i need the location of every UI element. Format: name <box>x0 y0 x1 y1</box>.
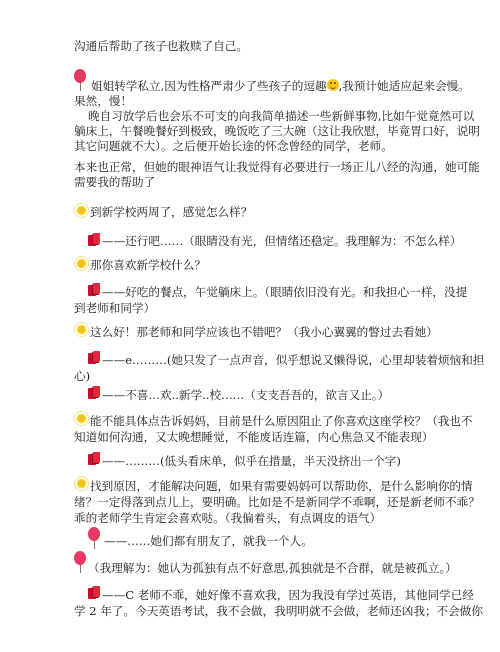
sun-icon <box>74 476 89 491</box>
book-icon <box>88 386 100 400</box>
dialogue-line: 学 2 年了。今天英语考试，我不会做，我明明就不会做，老师还凶我；不会做你 <box>74 604 483 618</box>
dialogue-line: ——………(低头看床单，似乎在措量，半天没挤出一个字) <box>102 454 401 468</box>
dialogue-line: 乖的老师学生肯定会喜欢哒。（我偏着头，有点调皮的语气） <box>74 511 382 525</box>
paragraph-line: 沟通后帮助了孩子也救赎了自己。 <box>74 39 248 53</box>
balloon-icon <box>74 69 88 91</box>
dialogue-line: 到新学校两周了，感觉怎么样？ <box>90 205 253 219</box>
dialogue-line: 到老师和同学） <box>74 301 156 315</box>
dialogue-line: ——不喜…欢..新学..校……（支支吾吾的，欲言又止。） <box>102 388 390 402</box>
dialogue-line: ——e………(她只发了一点声音，似乎想说又懒得说，心里却装着烦恼和担 <box>102 353 485 367</box>
paragraph-line: 晚自习放学后也会乐不可支的向我简单描述一些新鲜事物,比如午觉竟然可以 <box>88 109 475 123</box>
book-icon <box>88 283 100 297</box>
paragraph-line: 果然，慢！ <box>74 94 132 108</box>
paragraph-line: 需要我的帮助了 <box>74 175 156 189</box>
sun-icon <box>74 256 89 271</box>
dialogue-line: 那你喜欢新学校什么？ <box>90 258 206 272</box>
paragraph-text: ,我预计她适应起来会慢。 <box>338 79 470 93</box>
dialogue-line: 找到原因，才能解决问题，如果有需要妈妈可以帮助你，是什么影响你的情 <box>90 479 473 493</box>
book-icon <box>88 452 100 466</box>
sun-icon <box>74 203 89 218</box>
paragraph-line: 本来也正常，但她的眼神语气让我觉得有必要进行一场正儿八经的沟通，她可能 <box>74 160 480 174</box>
balloon-icon <box>88 527 102 549</box>
smiley-icon <box>327 79 339 91</box>
book-icon <box>88 351 100 365</box>
dialogue-line: 能不能具体点告诉妈妈，目前是什么原因阻止了你喜欢这座学校？（我也不 <box>90 414 473 428</box>
dialogue-line: ——好吃的餐点，午觉躺床上。（眼睛依旧没有光。和我担心一样，没提 <box>102 285 468 299</box>
balloon-icon <box>74 551 88 573</box>
paragraph-line <box>91 79 470 94</box>
paragraph-line: 躺床上，午餐晚餐好到极致，晚饭吃了三大碗（这让我欣慰，毕竟胃口好，说明 <box>74 124 480 138</box>
dialogue-line: 心) <box>74 369 91 383</box>
dialogue-line: （我理解为：她认为孤独有点不好意思,孤独就是不合群，就是被孤立。） <box>88 561 457 575</box>
dialogue-line: ——……她们都有朋友了，就我一个人。 <box>104 534 313 548</box>
book-icon <box>88 586 100 600</box>
paragraph-text: 姐姐转学私立,因为性格严肃少了些孩子的逗趣 <box>91 79 327 93</box>
sun-icon <box>74 322 89 337</box>
sun-icon <box>74 411 89 426</box>
dialogue-line: 这么好！那老师和同学应该也不错吧？（我小心翼翼的瞥过去看她） <box>90 325 438 339</box>
book-icon <box>88 233 100 247</box>
dialogue-line: ——C 老师不乖，她好像不喜欢我，因为我没有学过英语，其他同学已经 <box>102 588 474 602</box>
dialogue-line: 绪？一定得落到点儿上，要明确。比如是不是新同学不乖啊，还是新老师不乖？ <box>74 495 480 509</box>
dialogue-line: 知道如何沟通，又太晚想睡觉，不能废话连篇，内心焦急又不能表现） <box>74 430 434 444</box>
paragraph-line: 其它问题就不大）。之后便开始长途的怀念曾经的同学，老师。 <box>74 139 393 153</box>
dialogue-line: ——还行吧……（眼睛没有光，但情绪还稳定。我理解为：不怎么样） <box>102 234 462 248</box>
